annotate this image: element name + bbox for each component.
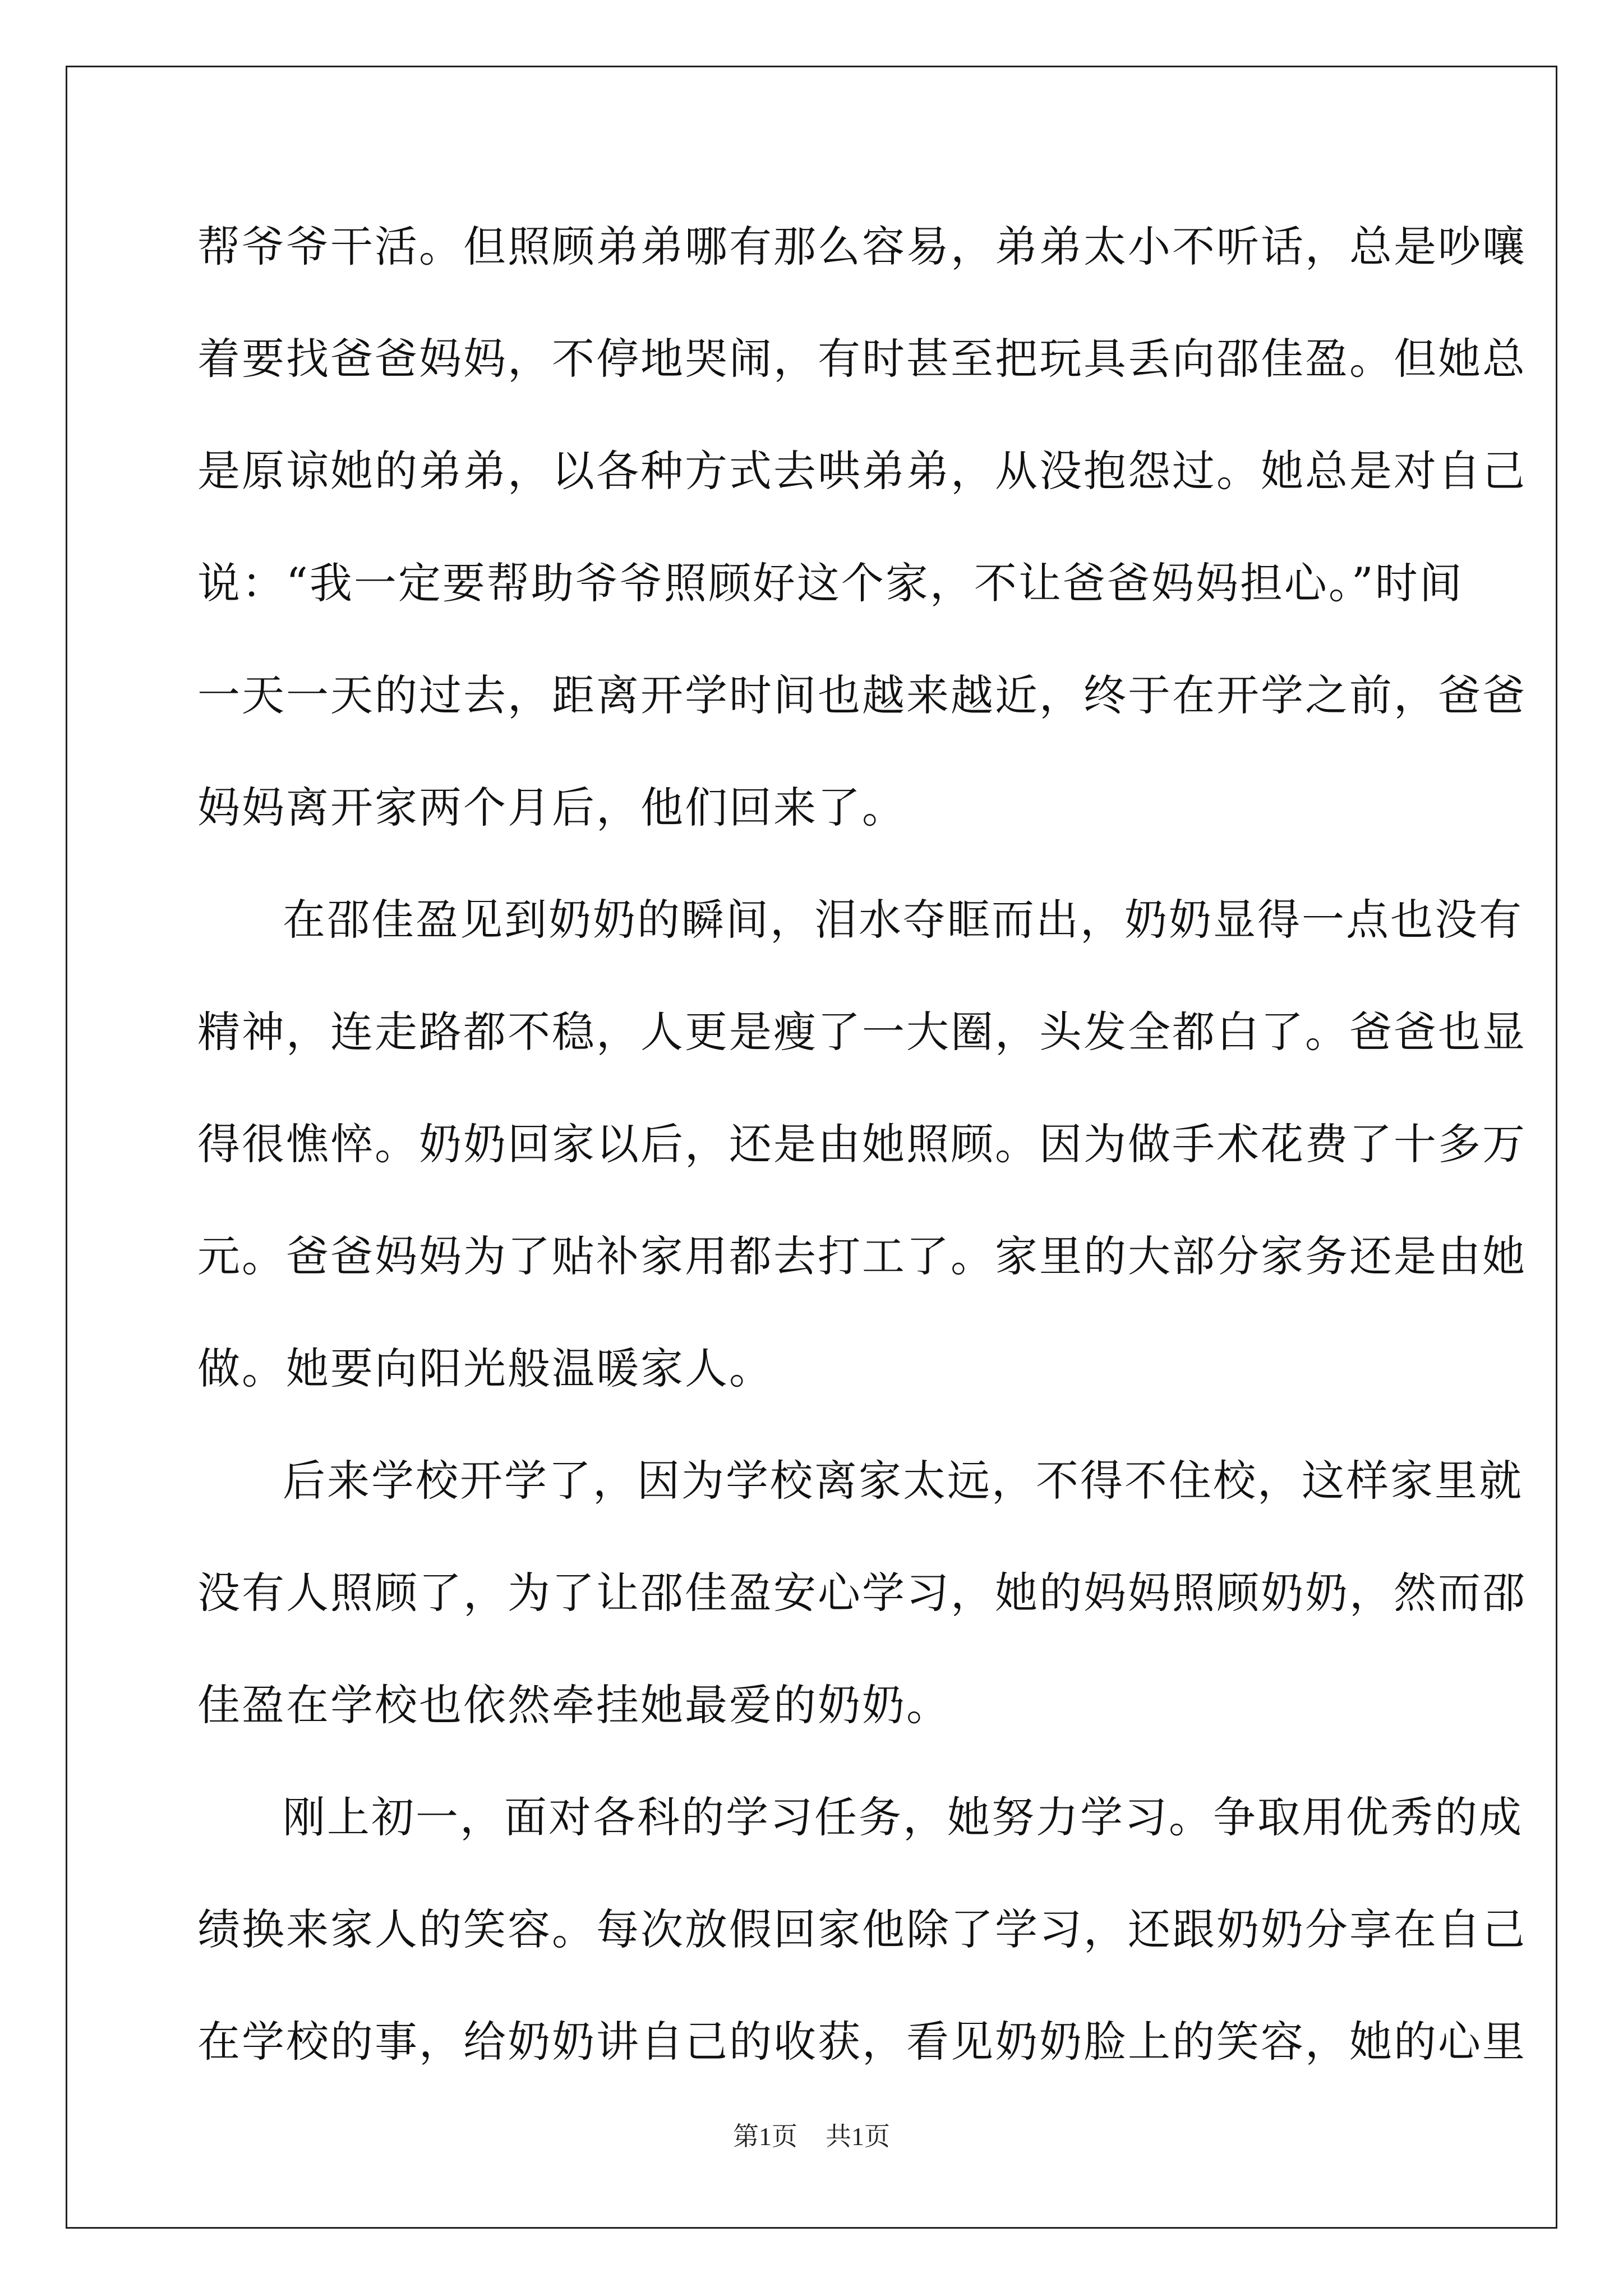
text-line: 得很憔悴。奶奶回家以后，还是由她照顾。因为做手术花费了十多万	[197, 1119, 1527, 1169]
text-line: 在邵佳盈见到奶奶的瞬间，泪水夺眶而出，奶奶显得一点也没有	[283, 895, 1523, 945]
text-line: 妈妈离开家两个月后，他们回来了。	[197, 783, 906, 832]
text-line: 着要找爸爸妈妈，不停地哭闹，有时甚至把玩具丢向邵佳盈。但她总	[197, 334, 1527, 384]
text-line: 做。她要向阳光般温暖家人。	[197, 1343, 773, 1393]
text-line: 没有人照顾了，为了让邵佳盈安心学习，她的妈妈照顾奶奶，然而邵	[197, 1568, 1527, 1618]
document-body	[197, 213, 1527, 2120]
text-line: 在学校的事，给奶奶讲自己的收获，看见奶奶脸上的笑容，她的心里	[197, 2017, 1527, 2067]
text-line: 佳盈在学校也依然牵挂她最爱的奶奶。	[197, 1680, 951, 1730]
text-line: 精神，连走路都不稳，人更是瘦了一大圈，头发全都白了。爸爸也显	[197, 1007, 1527, 1057]
text-line: 刚上初一，面对各科的学习任务，她努力学习。争取用优秀的成	[283, 1792, 1523, 1842]
text-line: 说：“我一定要帮助爷爷照顾好这个家，不让爸爸妈妈担心。”时间	[197, 558, 1464, 608]
text-line: 元。爸爸妈妈为了贴补家用都去打工了。家里的大部分家务还是由她	[197, 1231, 1527, 1281]
text-line: 帮爷爷干活。但照顾弟弟哪有那么容易，弟弟太小不听话，总是吵嚷	[197, 222, 1527, 272]
text-line: 后来学校开学了，因为学校离家太远，不得不住校，这样家里就	[283, 1456, 1523, 1506]
text-line: 绩换来家人的笑容。每次放假回家他除了学习，还跟奶奶分享在自己	[197, 1904, 1527, 1954]
text-line: 一天一天的过去，距离开学时间也越来越近，终于在开学之前，爸爸	[197, 670, 1527, 720]
text-line: 是原谅她的弟弟，以各种方式去哄弟弟，从没抱怨过。她总是对自己	[197, 446, 1527, 496]
page-number-total: 共1页	[826, 2122, 890, 2151]
page-number-current: 第1页	[733, 2122, 797, 2151]
page-footer	[0, 2116, 1623, 2153]
